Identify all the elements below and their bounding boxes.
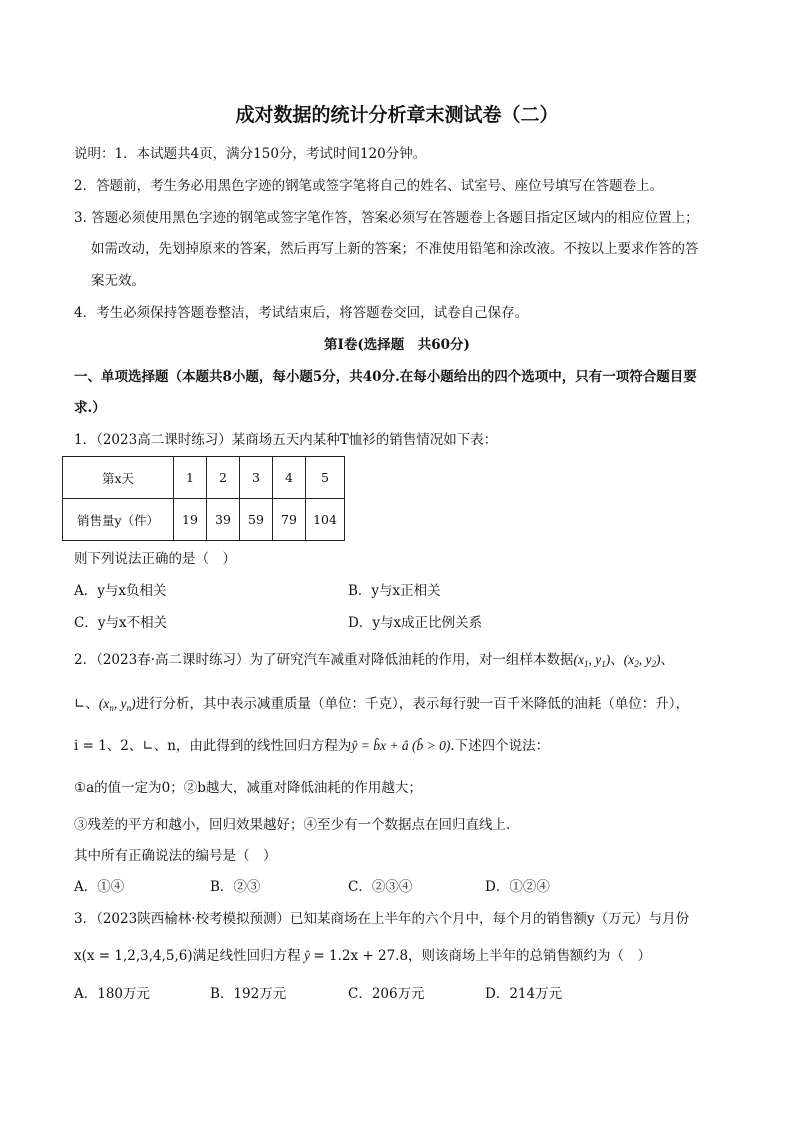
sales-table <box>62 456 345 541</box>
part-heading-cont: 求.） <box>74 400 106 416</box>
table-cell: 59 <box>240 499 273 541</box>
q2-sep: 、 <box>660 652 674 668</box>
page-title: 成对数据的统计分析章末测试卷（二） <box>235 104 559 126</box>
regression-equation: ŷ = b̂x + â (b̂ > 0) <box>351 738 451 753</box>
sample-point-1: ($x_1$, $y_1$) <box>573 652 611 669</box>
q1-option-d: D．y与x成正比例关系 <box>348 615 483 631</box>
regression-y-hat: ŷ <box>300 948 314 963</box>
table-cell: 2 <box>207 457 240 499</box>
q2-statements-1: ①a的值一定为0；②b越大，减重对降低油耗的作用越大； <box>74 780 422 796</box>
q2-ask: 其中所有正确说法的编号是（ ） <box>74 848 277 864</box>
q1-option-a: A．y与x负相关 <box>74 583 167 599</box>
q3-option-a: A．180万元 <box>74 986 151 1002</box>
table-row <box>63 457 345 499</box>
table-cell: 79 <box>273 499 306 541</box>
q2-line-2 <box>74 695 689 717</box>
table-cell: 39 <box>207 499 240 541</box>
q1-option-b: B．y与x正相关 <box>348 583 441 599</box>
table-cell: 3 <box>240 457 273 499</box>
q1-stem: 1．（2023高二课时练习）某商场五天内某种T恤衫的销售情况如下表： <box>74 432 498 448</box>
q2-option-b: B．②③ <box>210 879 261 895</box>
q1-ask: 则下列说法正确的是（ ） <box>74 551 236 567</box>
q2-statements-2: ③残差的平方和越小，回归效果越好；④至少有一个数据点在回归直线上. <box>74 817 511 833</box>
table-cell: 19 <box>174 499 207 541</box>
table-header-cell: 销售量y（件） <box>63 499 174 541</box>
q3-text: x(x = 1,2,3,4,5,6)满足线性回归方程 <box>74 948 301 964</box>
q2-option-c: C．②③④ <box>348 879 413 895</box>
part-heading: 一、单项选择题（本题共8小题，每小题5分，共40分.在每小题给出的四个选项中，只有一项符合题目要 <box>74 369 697 385</box>
instruction-2: 2．答题前，考生务必用黑色字迹的钢笔或签字笔将自己的姓名、试室号、座位号填写在答题卷上。 <box>74 178 664 194</box>
q3-line-2 <box>74 947 651 965</box>
q1-option-c: C．y与x不相关 <box>74 615 168 631</box>
q3-text: = 1.2x + 27.8，则该商场上半年的总销售额约为（ ） <box>313 948 652 964</box>
table-row <box>63 499 345 541</box>
table-cell: 104 <box>306 499 345 541</box>
instruction-4: 4．考生必须保持答题卷整洁，考试结束后，将答题卷交回，试卷自己保存。 <box>74 305 529 321</box>
q3-option-b: B．192万元 <box>210 986 287 1002</box>
q2-line-3 <box>74 737 549 755</box>
q2-text: ∟、 <box>74 696 99 712</box>
sample-point-2: ($x_2$, $y_2$) <box>623 652 661 669</box>
section-title: 第I卷(选择题 共60分) <box>324 337 470 353</box>
q2-option-a: A．①④ <box>74 879 125 895</box>
q2-text: i = 1、2、∟、n，由此得到的线性回归方程为 <box>74 738 352 754</box>
instruction-3-end: 案无效。 <box>91 273 145 289</box>
q2-text: .下述四个说法： <box>450 738 550 754</box>
q2-text: 2．（2023春·高二课时练习）为了研究汽车减重对降低油耗的作用，对一组样本数据 <box>74 652 574 668</box>
table-cell: 1 <box>174 457 207 499</box>
instruction-1: 说明：1．本试题共4页，满分150分，考试时间120分钟。 <box>74 146 427 162</box>
q2-text: 进行分析，其中表示减重质量（单位：千克），表示每行驶一百千米降低的油耗（单位：升）， <box>135 696 690 712</box>
table-cell: 5 <box>306 457 345 499</box>
q3-option-c: C．206万元 <box>348 986 425 1002</box>
q3-line-1: 3．（2023陕西榆林·校考模拟预测）已知某商场在上半年的六个月中，每个月的销售额y（万元）与月份 <box>74 911 690 927</box>
table-header-cell: 第x天 <box>63 457 174 499</box>
q3-option-d: D．214万元 <box>485 986 563 1002</box>
sample-point-n: ($x_n$, $y_n$) <box>98 696 136 713</box>
instruction-3-cont: 如需改动，先划掉原来的答案，然后再写上新的答案；不准使用铅笔和涂改液。不按以上要求作答的答 <box>91 241 699 257</box>
q2-option-d: D．①②④ <box>485 879 550 895</box>
q2-line-1 <box>74 651 674 673</box>
instruction-3: 3. 答题必须使用黑色字迹的钢笔或签字笔作答，答案必须写在答题卷上各题目指定区域内的相应位置上； <box>74 210 699 226</box>
table-cell: 4 <box>273 457 306 499</box>
q2-sep: 、 <box>610 652 624 668</box>
